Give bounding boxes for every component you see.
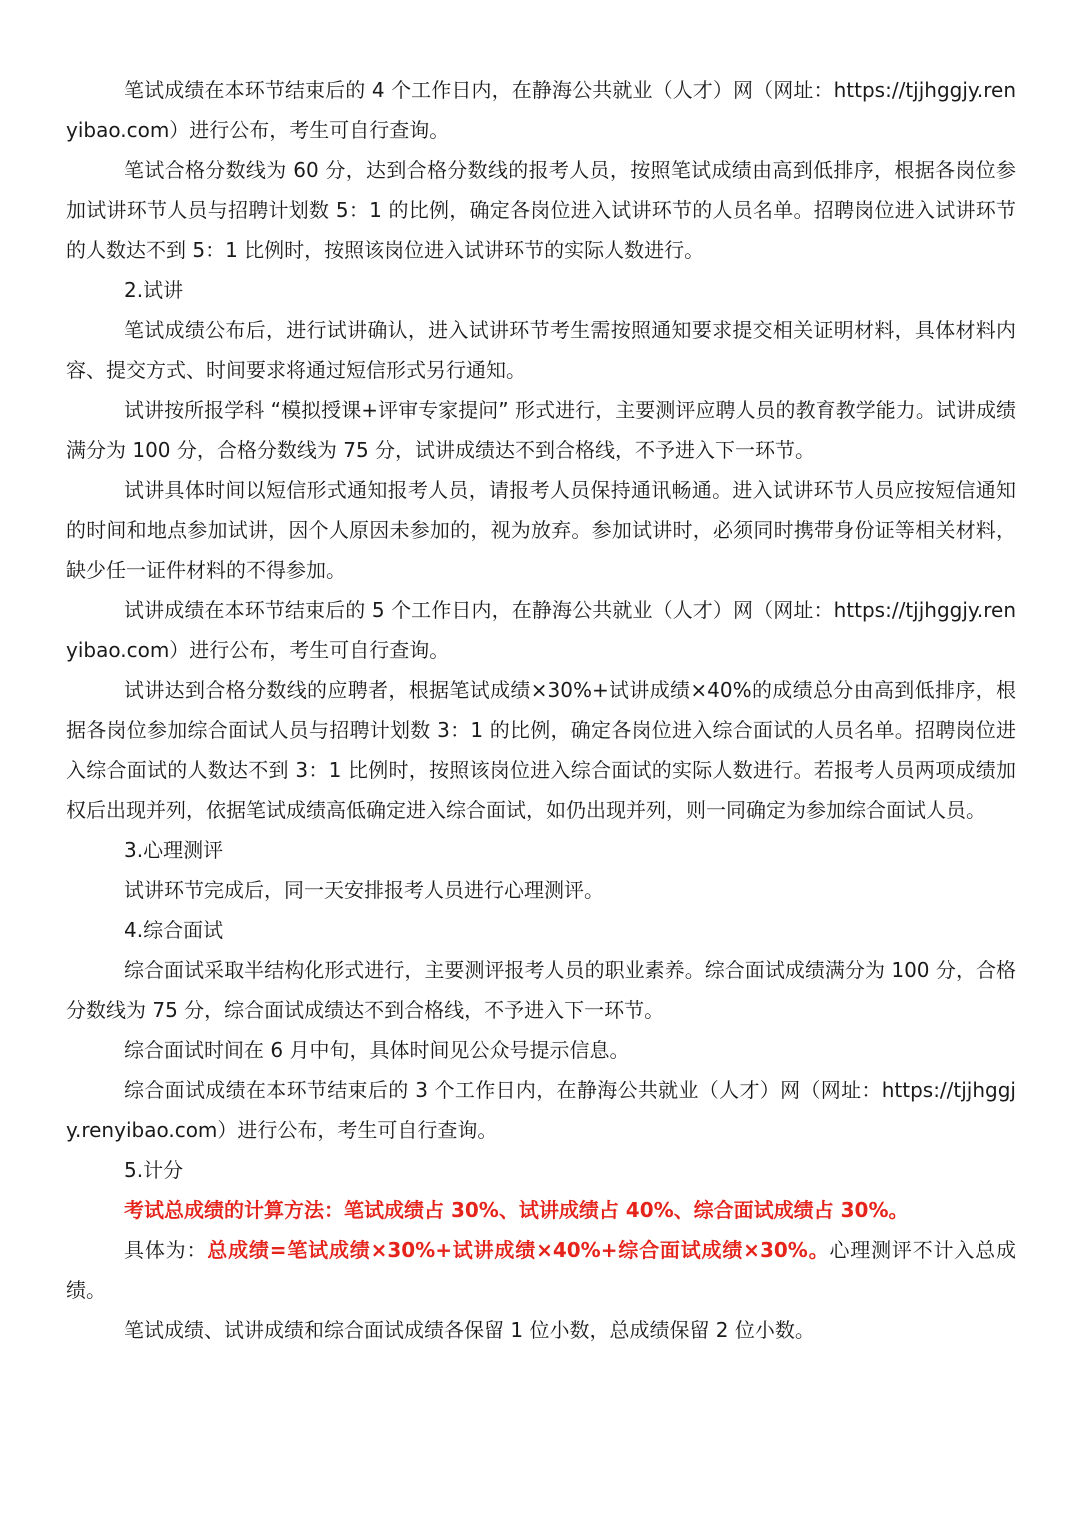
- formula-prefix: 具体为：: [124, 1238, 208, 1262]
- paragraph-trial-score-publish: 试讲成绩在本环节结束后的 5 个工作日内，在静海公共就业（人才）网（网址：https://tjjhggjy.renyibao.com）进行公布，考生可自行查询。: [66, 598, 1016, 662]
- paragraph-psych-test: 试讲环节完成后，同一天安排报考人员进行心理测评。: [124, 878, 604, 902]
- section-heading-interview: 4.综合面试: [124, 918, 224, 942]
- section-heading-psych-test: 3.心理测评: [124, 838, 224, 862]
- section-heading-scoring: 5.计分: [124, 1158, 184, 1182]
- paragraph-interview-format: 综合面试采取半结构化形式进行，主要测评报考人员的职业素养。综合面试成绩满分为 100 分，合格分数线为 75 分，综合面试成绩达不到合格线，不予进入下一环节。: [66, 958, 1016, 1022]
- paragraph-scoring-method: 考试总成绩的计算方法：笔试成绩占 30%、试讲成绩占 40%、综合面试成绩占 30%。: [124, 1198, 909, 1222]
- paragraph-rounding-rule: 笔试成绩、试讲成绩和综合面试成绩各保留 1 位小数，总成绩保留 2 位小数。: [124, 1318, 815, 1342]
- paragraph-interview-score-publish: 综合面试成绩在本环节结束后的 3 个工作日内，在静海公共就业（人才）网（网址：https://tjjhggjy.renyibao.com）进行公布，考生可自行查询。: [66, 1078, 1016, 1142]
- formula-highlight: 总成绩=笔试成绩×30%+试讲成绩×40%+综合面试成绩×30%。: [207, 1238, 830, 1262]
- formula-suffix: 心理测评不计入总成绩。: [66, 1238, 1017, 1302]
- section-heading-trial-lecture: 2.试讲: [124, 278, 184, 302]
- paragraph-written-score-publish: 笔试成绩在本环节结束后的 4 个工作日内，在静海公共就业（人才）网（网址：https://tjjhggjy.renyibao.com）进行公布，考生可自行查询。: [66, 78, 1016, 142]
- paragraph-trial-schedule: 试讲具体时间以短信形式通知报考人员，请报考人员保持通讯畅通。进入试讲环节人员应按短信通知的时间和地点参加试讲，因个人原因未参加的，视为放弃。参加试讲时，必须同时携带身份证等相关材料，缺少任一证件材料的不得参加。: [66, 478, 1016, 582]
- paragraph-interview-selection: 试讲达到合格分数线的应聘者，根据笔试成绩×30%+试讲成绩×40%的成绩总分由高到低排序，根据各岗位参加综合面试人员与招聘计划数 3：1 的比例，确定各岗位进入综合面试的人员名单。招聘岗位进入综合面试的人数达不到 3：1 比例时，按照该岗位进入综合面试的实际人数进行。若报考人员两项成绩加权后出现并列，依据笔试成绩高低确定进入综合面试，如仍出现并列，则一同确定为参加综合面试人员。: [66, 678, 1016, 822]
- paragraph-written-pass-line: 笔试合格分数线为 60 分，达到合格分数线的报考人员，按照笔试成绩由高到低排序，根据各岗位参加试讲环节人员与招聘计划数 5：1 的比例，确定各岗位进入试讲环节的人员名单。招聘岗位进入试讲环节的人数达不到 5：1 比例时，按照该岗位进入试讲环节的实际人数进行。: [66, 158, 1016, 262]
- paragraph-trial-format: 试讲按所报学科 “模拟授课+评审专家提问” 形式进行，主要测评应聘人员的教育教学能力。试讲成绩满分为 100 分，合格分数线为 75 分，试讲成绩达不到合格线，不予进入下一环节。: [66, 398, 1016, 462]
- document-body: [66, 70, 1016, 1350]
- paragraph-trial-confirmation: 笔试成绩公布后，进行试讲确认，进入试讲环节考生需按照通知要求提交相关证明材料，具体材料内容、提交方式、时间要求将通过短信形式另行通知。: [66, 318, 1016, 382]
- paragraph-scoring-formula: [66, 1230, 1016, 1310]
- paragraph-interview-time: 综合面试时间在 6 月中旬，具体时间见公众号提示信息。: [124, 1038, 630, 1062]
